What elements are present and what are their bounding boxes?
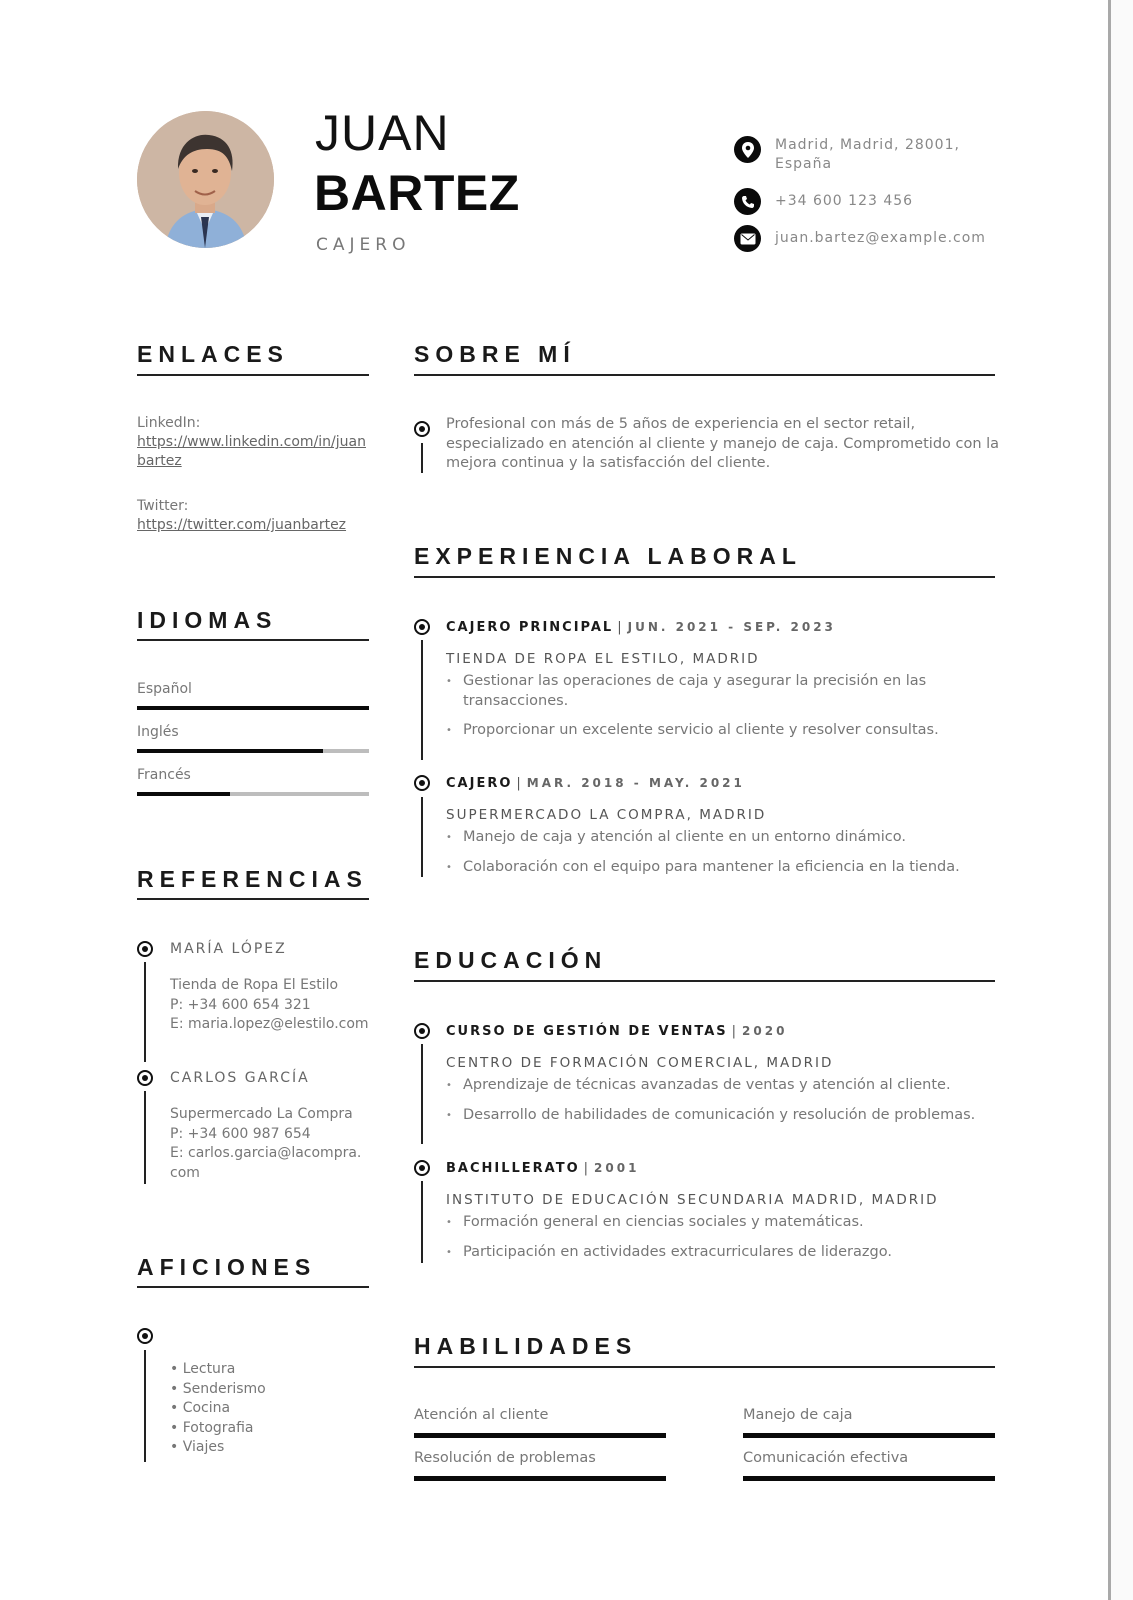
heading-separator: | (617, 620, 624, 635)
job-bullet: • Manejo de caja y atención al cliente en un entorno dinámico. (446, 828, 986, 848)
section-rule (137, 898, 369, 900)
timeline-dot-icon (137, 941, 153, 957)
skill-item (414, 1449, 666, 1481)
education-year: 2001 (594, 1161, 640, 1175)
language-bar (137, 792, 369, 796)
education-bullet: • Desarrollo de habilidades de comunicación y resolución de problemas. (446, 1106, 986, 1126)
education-bullet: • Formación general en ciencias sociales y matemáticas. (446, 1213, 986, 1233)
education-heading (446, 1023, 787, 1040)
reference-email: E: maria.lopez@elestilo.com (170, 1016, 369, 1032)
job-role: CAJERO (446, 776, 513, 791)
section-title-sobre-mi: SOBRE MÍ (414, 341, 576, 367)
section-title-referencias: REFERENCIAS (137, 866, 368, 892)
timeline-line (421, 797, 423, 877)
email-text[interactable]: juan.bartez@example.com (775, 230, 986, 246)
job-role: CAJERO PRINCIPAL (446, 620, 614, 635)
language-bar-fill (137, 792, 230, 796)
address-text: Madrid, Madrid, 28001, España (775, 137, 960, 172)
heading-separator: | (731, 1024, 739, 1039)
skill-item (414, 1406, 666, 1438)
section-rule (414, 1366, 995, 1368)
job-bullet: • Proporcionar un excelente servicio al cliente y resolver consultas. (446, 721, 986, 741)
skill-item (743, 1449, 995, 1481)
link-label: Twitter: (137, 498, 189, 514)
education-heading (446, 1160, 639, 1177)
phone-icon (734, 188, 761, 215)
phone-text[interactable]: +34 600 123 456 (775, 193, 914, 209)
skill-bar (743, 1476, 995, 1481)
education-bullets (446, 1076, 986, 1135)
timeline-line (144, 962, 146, 1062)
profile-photo (137, 111, 274, 248)
skill-bar (743, 1433, 995, 1438)
reference-company: Supermercado La Compra (170, 1106, 353, 1122)
timeline-dot-icon (414, 1023, 430, 1039)
section-title-idiomas: IDIOMAS (137, 607, 278, 633)
link-twitter (137, 497, 369, 535)
section-title-aficiones: AFICIONES (137, 1254, 317, 1280)
timeline-dot-icon (414, 619, 430, 635)
location-pin-icon (734, 136, 761, 163)
language-item (137, 766, 369, 796)
contact-block (734, 136, 994, 260)
timeline-line (421, 640, 423, 760)
education-bullet: • Aprendizaje de técnicas avanzadas de ventas y atención al cliente. (446, 1076, 986, 1096)
link-label: LinkedIn: (137, 415, 201, 431)
skill-label: Atención al cliente (414, 1407, 549, 1423)
language-label: Inglés (137, 724, 179, 740)
timeline-dot-icon (137, 1328, 153, 1344)
job-bullets (446, 828, 986, 887)
reference-details (170, 1105, 362, 1183)
language-label: Francés (137, 767, 191, 783)
section-rule (137, 374, 369, 376)
language-label: Español (137, 681, 192, 697)
contact-email (734, 225, 994, 252)
contact-phone (734, 188, 994, 215)
language-bar (137, 706, 369, 710)
education-org: INSTITUTO DE EDUCACIÓN SECUNDARIA MADRID, MADRID (446, 1192, 939, 1208)
reference-company: Tienda de Ropa El Estilo (170, 977, 339, 993)
job-dates: JUN. 2021 - SEP. 2023 (627, 620, 836, 634)
page-gutter (1111, 0, 1133, 1600)
job-heading (446, 619, 836, 636)
hobby-item: • Cocina (170, 1400, 231, 1416)
timeline-line (144, 1350, 146, 1462)
about-text: Profesional con más de 5 años de experiencia en el sector retail, especializado en atención al cliente y manejo de caja. Comprometido con la mejora continua y la satisfacción del cliente. (446, 416, 1000, 471)
last-name: BARTEZ (314, 165, 520, 221)
reference-phone: P: +34 600 987 654 (170, 1125, 311, 1142)
hobby-item: • Viajes (170, 1439, 225, 1455)
reference-name: CARLOS GARCÍA (170, 1070, 310, 1086)
job-dates: MAR. 2018 - MAY. 2021 (526, 776, 745, 790)
education-bullet: • Participación en actividades extracurriculares de liderazgo. (446, 1243, 986, 1263)
first-name: JUAN (315, 105, 450, 161)
job-org: SUPERMERCADO LA COMPRA, MADRID (446, 807, 767, 823)
section-rule (414, 980, 995, 982)
job-org: TIENDA DE ROPA EL ESTILO, MADRID (446, 651, 760, 667)
section-title-educacion: EDUCACIÓN (414, 947, 608, 973)
hobby-item: • Fotografia (170, 1419, 254, 1436)
hobbies-list (170, 1360, 266, 1458)
timeline-line (421, 1044, 423, 1144)
language-item (137, 723, 369, 753)
twitter-url[interactable]: https://twitter.com/juanbartez (137, 517, 347, 533)
section-rule (414, 374, 995, 376)
reference-phone: P: +34 600 654 321 (170, 996, 311, 1013)
timeline-line (421, 443, 423, 473)
heading-separator: | (583, 1161, 591, 1176)
skill-item (743, 1406, 995, 1438)
job-heading (446, 775, 745, 792)
section-title-enlaces: ENLACES (137, 341, 289, 367)
skill-bar (414, 1433, 666, 1438)
job-bullets (446, 672, 986, 751)
education-title: BACHILLERATO (446, 1161, 580, 1176)
section-rule (137, 639, 369, 641)
timeline-dot-icon (137, 1070, 153, 1086)
link-linkedin (137, 414, 369, 471)
education-org: CENTRO DE FORMACIÓN COMERCIAL, MADRID (446, 1055, 834, 1071)
section-title-experiencia: EXPERIENCIA LABORAL (414, 543, 802, 569)
section-rule (137, 1286, 369, 1288)
hobby-item: • Lectura (170, 1361, 236, 1377)
heading-separator: | (516, 776, 523, 791)
reference-name: MARÍA LÓPEZ (170, 941, 287, 957)
skill-label: Manejo de caja (743, 1407, 853, 1423)
language-item (137, 680, 369, 710)
education-year: 2020 (742, 1024, 788, 1038)
section-title-habilidades: HABILIDADES (414, 1333, 638, 1359)
timeline-dot-icon (414, 775, 430, 791)
page-edge (1108, 0, 1111, 1600)
skill-label: Comunicación efectiva (743, 1450, 909, 1466)
job-bullet: • Gestionar las operaciones de caja y asegurar la precisión en las transacciones. (446, 672, 986, 711)
skill-bar (414, 1476, 666, 1481)
language-bar-fill (137, 706, 369, 710)
education-bullets (446, 1213, 986, 1272)
reference-details (170, 976, 370, 1035)
job-title: CAJERO (316, 235, 411, 255)
linkedin-url[interactable]: https://www.linkedin.com/in/juanbartez (137, 434, 366, 469)
timeline-dot-icon (414, 1160, 430, 1176)
envelope-icon (734, 225, 761, 252)
avatar (137, 111, 274, 248)
section-rule (414, 576, 995, 578)
hobby-item: • Senderismo (170, 1380, 266, 1397)
timeline-line (144, 1091, 146, 1184)
timeline-line (421, 1181, 423, 1263)
language-bar (137, 749, 369, 753)
language-bar-fill (137, 749, 323, 753)
reference-email: E: carlos.garcia@lacompra.com (170, 1145, 362, 1181)
timeline-dot-icon (414, 421, 430, 437)
education-title: CURSO DE GESTIÓN DE VENTAS (446, 1024, 728, 1039)
skill-label: Resolución de problemas (414, 1450, 596, 1466)
contact-address (734, 136, 994, 174)
job-bullet: • Colaboración con el equipo para mantener la eficiencia en la tienda. (446, 858, 986, 878)
